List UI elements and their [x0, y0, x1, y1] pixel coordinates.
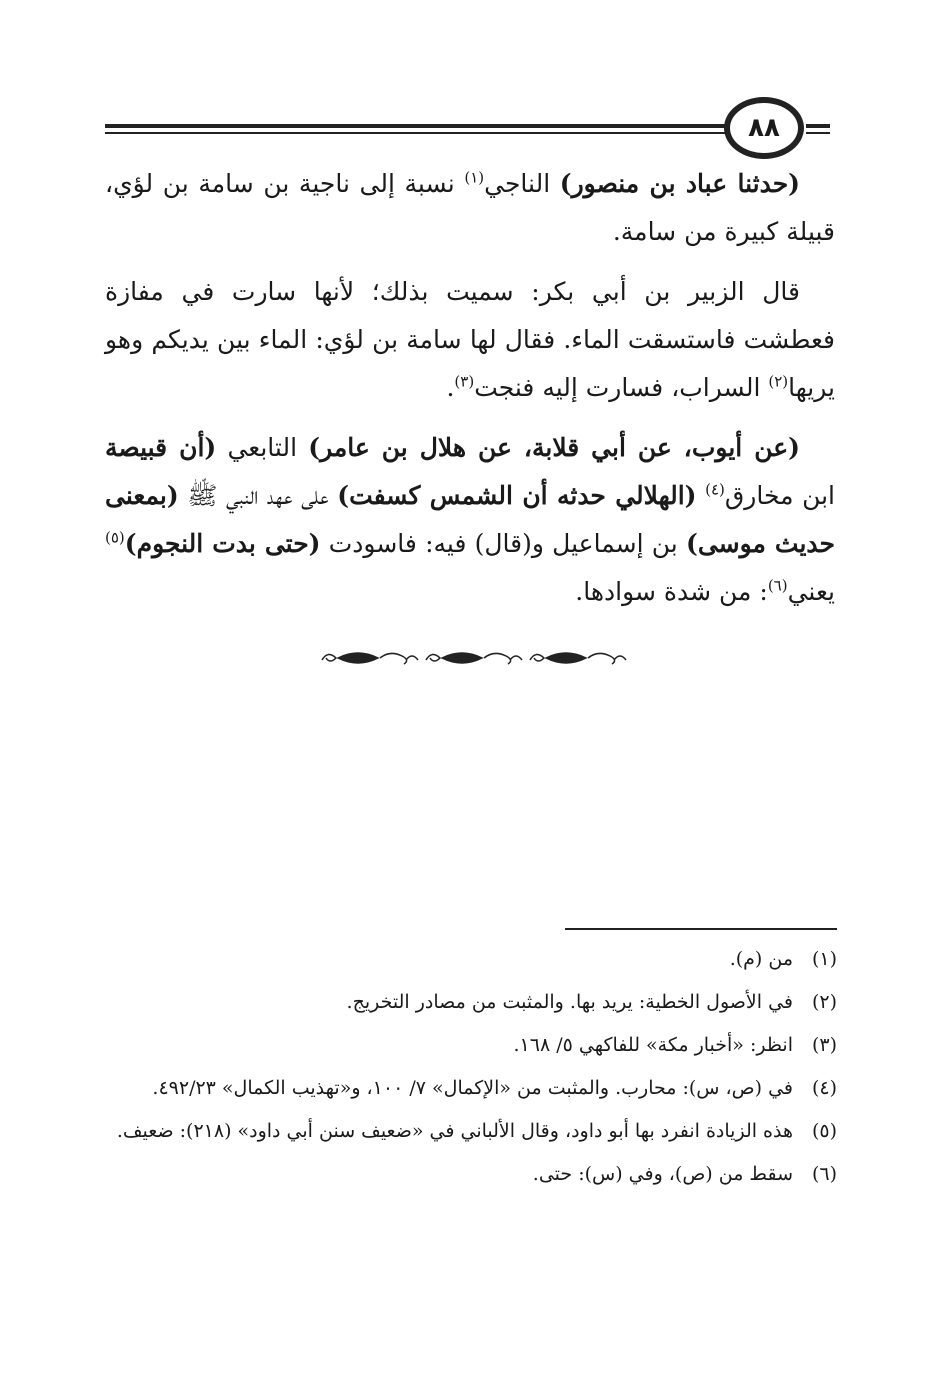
main-text: [105, 160, 835, 628]
footnote: [105, 1071, 837, 1105]
page-number-badge: [724, 97, 804, 159]
footnote-number: (٢): [811, 991, 837, 1013]
commentary-text: نسبة إلى ناجية بن سامة بن لؤي، قبيلة كبيرة من سامة.: [105, 169, 835, 246]
footnote: [105, 942, 837, 976]
footnotes: [105, 942, 837, 1200]
footnote-ref: (٣): [454, 372, 475, 391]
footnote-text: سقط من (ص)، وفي (س): حتى.: [532, 1163, 793, 1185]
commentary-text: بن إسماعيل و(قال) فيه: فاسودت: [320, 529, 686, 558]
hadith-text: (الهلالي حدثه أن الشمس كسفت): [337, 481, 697, 510]
footnote-text: هذه الزيادة انفرد بها أبو داود، وقال الألباني في «ضعيف سنن أبي داود» (٢١٨): ضعيف.: [116, 1120, 793, 1142]
footnote-ref: (٤): [705, 480, 725, 499]
footnote: [105, 1157, 837, 1191]
header-rule-right-thin: [806, 132, 830, 134]
footnote-ref: (٦): [767, 576, 788, 595]
hadith-text: (عن أيوب، عن أبي قلابة، عن هلال بن عامر): [308, 433, 800, 462]
commentary-text: السراب، فسارت إليه فنجت: [474, 373, 769, 402]
commentary-text: .: [446, 373, 455, 402]
commentary-text: قال الزبير بن أبي بكر: سميت بذلك؛ لأنها سارت في مفازة فعطشت فاستسقت الماء. فقال لها سامة بن لؤي: الماء بين يديكم وهو يريها: [105, 277, 835, 402]
page-number: ٨٨: [748, 113, 780, 143]
hadith-text: (حدثنا عباد بن منصور): [559, 169, 800, 198]
footnote-number: (٦): [811, 1163, 837, 1185]
footnote: [105, 985, 837, 1019]
commentary-text: على عهد النبي ﷺ: [178, 481, 338, 510]
footnote-ref: (٥): [105, 528, 125, 547]
footnote-number: (١): [811, 948, 837, 970]
commentary-text: [697, 481, 706, 510]
footnote: [105, 1114, 837, 1148]
paragraph-2: [105, 268, 835, 412]
commentary-text: يعني: [787, 577, 835, 606]
footnote: [105, 1028, 837, 1062]
footnote-text: في الأصول الخطية: يريد بها. والمثبت من مصادر التخريج.: [346, 991, 793, 1013]
hadith-text: (بمعنى حديث موسى): [105, 481, 835, 558]
footnote-text: من (م).: [729, 948, 793, 970]
commentary-text: التابعي: [216, 433, 309, 462]
header-rule-thick: [105, 124, 730, 128]
footnote-number: (٣): [811, 1034, 837, 1056]
hadith-text: (حتى بدت النجوم): [124, 529, 321, 558]
commentary-text: : من شدة سوادها.: [575, 577, 768, 606]
commentary-text: ابن مخارق: [724, 481, 835, 510]
header-rule-right-thick: [806, 124, 830, 128]
footnote-separator: [565, 928, 837, 930]
footnote-text: في (ص، س): محارب. والمثبت من «الإكمال» ٧/ ١٠٠، و«تهذيب الكمال» ٤٩٢/٢٣.: [152, 1077, 793, 1099]
header-rule-thin: [105, 132, 730, 134]
footnote-ref: (١): [464, 168, 485, 187]
paragraph-1: [105, 160, 835, 256]
commentary-text: الناجي: [484, 169, 560, 198]
section-divider-ornament: [318, 646, 630, 670]
footnote-ref: (٢): [768, 372, 789, 391]
paragraph-3: [105, 424, 835, 616]
hadith-text: (أن قبيصة: [105, 433, 217, 462]
footnote-text: انظر: «أخبار مكة» للفاكهي ٥/ ١٦٨.: [513, 1034, 793, 1056]
footnote-number: (٤): [811, 1077, 837, 1099]
footnote-number: (٥): [811, 1120, 837, 1142]
